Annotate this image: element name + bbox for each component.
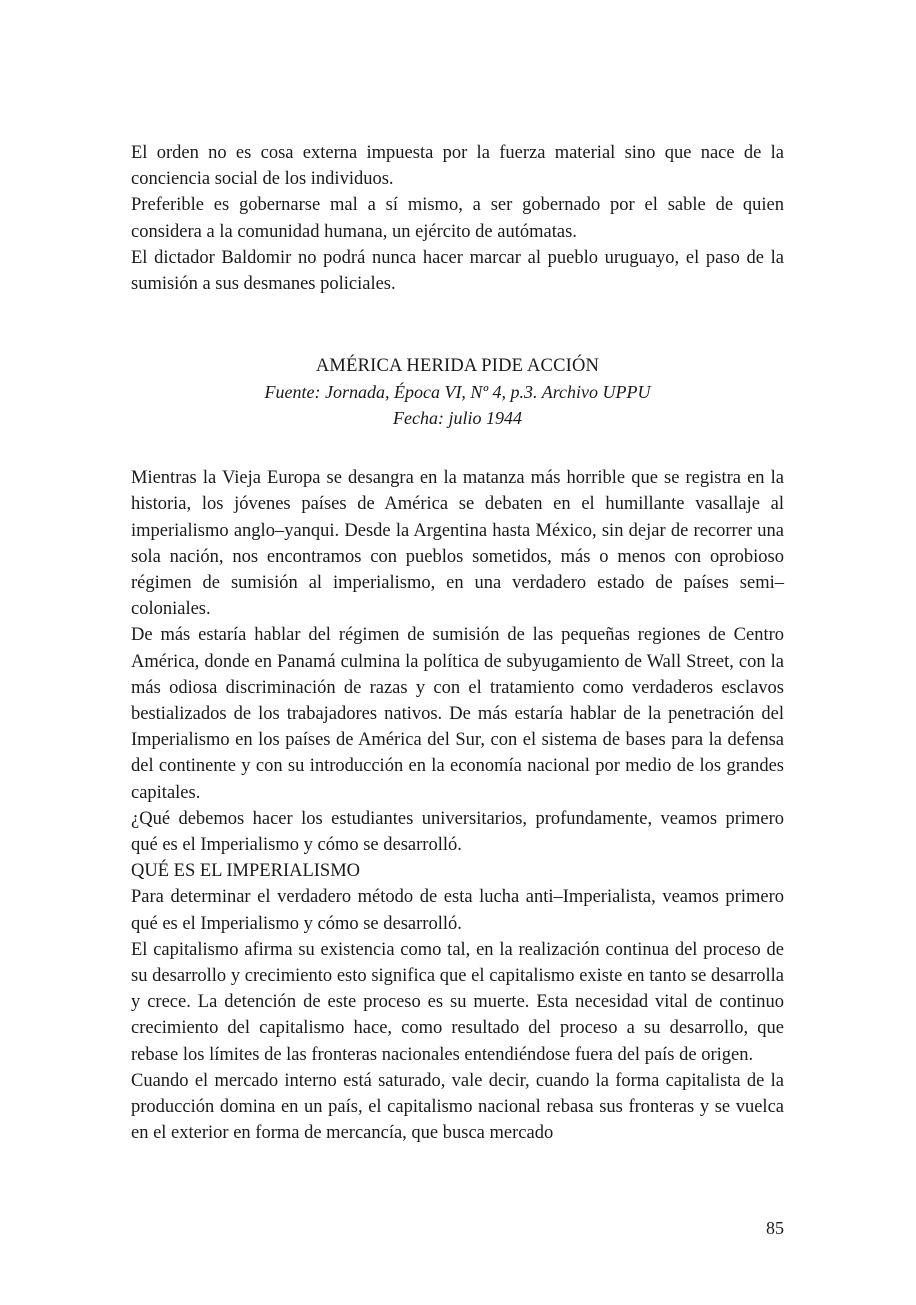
- paragraph: ¿Qué debemos hacer los estudiantes universitarios, profundamente, veamos primero qué es el Imperialismo y cómo se desarrolló.: [131, 808, 784, 856]
- paragraph: Para determinar el verdadero método de esta lucha anti–Imperialista, veamos primero qué es el Imperialismo y cómo se desarrolló.: [131, 887, 784, 934]
- page-body: [131, 140, 784, 1147]
- paragraph: El orden no es cosa externa impuesta por la fuerza material sino que nace de la conciencia social de los individuos.: [131, 143, 784, 190]
- page-number: 85: [766, 1218, 784, 1238]
- paragraph: Cuando el mercado interno está saturado, vale decir, cuando la forma capitalista de la producción domina en un país, el capitalismo nacional rebasa sus fronteras y se vuelca en el exterior en forma de mercancía, que busca mercado: [131, 1070, 784, 1144]
- article-source: Fuente: Jornada, Época VI, Nº 4, p.3. Archivo UPPU: [264, 382, 651, 403]
- article-heading: [131, 353, 784, 431]
- article-date: Fecha: julio 1944: [393, 408, 522, 429]
- article-title: AMÉRICA HERIDA PIDE ACCIÓN: [315, 356, 600, 377]
- paragraph: Mientras la Vieja Europa se desangra en la matanza más horrible que se registra en la historia, los jóvenes países de América se debaten en el humillante vasallaje al imperialismo anglo–yanqui. Desde la Argentina hasta México, sin dejar de recorrer una sola nación, nos encontramos con pueblos sometidos, más o menos con oprobioso régimen de sumisión al imperialismo, en una verdadero estado de países semi–coloniales.: [131, 468, 784, 620]
- paragraph: El dictador Baldomir no podrá nunca hacer marcar al pueblo uruguayo, el paso de la sumisión a sus desmanes policiales.: [131, 247, 784, 295]
- paragraph: De más estaría hablar del régimen de sumisión de las pequeñas regiones de Centro América, donde en Panamá culmina la política de subyugamiento de Wall Street, con la más odiosa discriminación de razas y con el tratamiento como verdaderos esclavos bestializados de los trabajadores nativos. De más estaría hablar de la penetración del Imperialismo en los países de América del Sur, con el sistema de bases para la defensa del continente y con su introducción en la economía nacional por medio de los grandes capitales.: [131, 625, 784, 803]
- paragraph: Preferible es gobernarse mal a sí mismo, a ser gobernado por el sable de quien considera a la comunidad humana, un ejército de autómatas.: [131, 195, 784, 242]
- paragraph: El capitalismo afirma su existencia como tal, en la realización continua del proceso de su desarrollo y crecimiento esto significa que el capitalismo existe en tanto se desarrolla y crece. La detención de este proceso es su muerte. Esta necesidad vital de continuo crecimiento del capitalismo hace, como resultado del proceso a su desarrollo, que rebase los límites de las fronteras nacionales entendiéndose fuera del país de origen.: [131, 939, 784, 1065]
- section-heading: QUÉ ES EL IMPERIALISMO: [131, 861, 361, 882]
